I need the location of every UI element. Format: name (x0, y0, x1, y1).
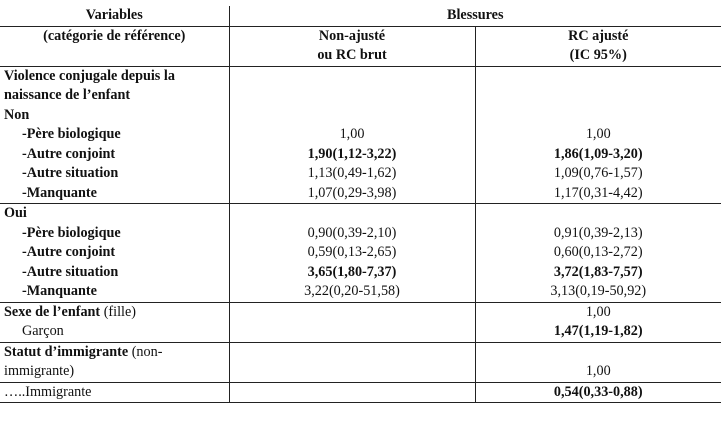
violence-title-row-2 (0, 86, 721, 106)
ajuste-value: 0,91(0,39-2,13) (475, 224, 721, 244)
row-label: -Manquante (0, 184, 229, 204)
table-row (0, 184, 721, 204)
non-label-row (0, 106, 721, 126)
violence-title-1: Violence conjugale depuis la (4, 67, 175, 84)
ajuste-value: 1,17(0,31-4,42) (475, 184, 721, 204)
table-row (0, 224, 721, 244)
adj-label-2: (IC 95%) (569, 47, 627, 63)
brut-value: 3,65(1,80-7,37) (229, 263, 475, 283)
blessures-header (229, 6, 721, 26)
nonadj-label-2: ou RC brut (317, 47, 387, 63)
nonadj-header (229, 26, 475, 46)
row-label: -Père biologique (22, 224, 121, 241)
table-row (0, 282, 721, 302)
sexe-label-ref: (fille) (100, 303, 136, 320)
sexe-label (0, 302, 229, 322)
table-row (0, 243, 721, 263)
ajuste-value: 1,86(1,09-3,20) (475, 145, 721, 165)
row-label: -Autre situation (22, 263, 119, 280)
statut-label-ref-1: (non- (128, 343, 163, 360)
statut-row-2 (0, 362, 721, 382)
oui-label: Oui (4, 205, 27, 221)
ajuste-value: 1,09(0,76-1,57) (475, 164, 721, 184)
immigrante-value: 0,54(0,33-0,88) (475, 382, 721, 403)
brut-value: 1,00 (229, 125, 475, 145)
ajuste-value: 3,13(0,19-50,92) (475, 282, 721, 302)
reference-label: (catégorie de référence) (43, 27, 186, 44)
table-row (0, 263, 721, 283)
brut-value: 1,07(0,29-3,98) (229, 184, 475, 204)
nonadj-label-1: Non-ajusté (318, 27, 386, 44)
garcon-label: Garçon (0, 322, 229, 342)
ajuste-value: 0,60(0,13-2,72) (475, 243, 721, 263)
garcon-value: 1,47(1,19-1,82) (475, 322, 721, 342)
table-row (0, 145, 721, 165)
blessures-label: Blessures (447, 7, 504, 23)
header-row-2 (0, 26, 721, 46)
brut-value: 0,59(0,13-2,65) (229, 243, 475, 263)
sexe-label-bold: Sexe de l’enfant (4, 303, 101, 320)
statut-label-ref-2: immigrante) (0, 362, 229, 382)
immigrante-label: …..Immigrante (0, 382, 229, 403)
reference-header (0, 26, 229, 46)
sexe-row (0, 302, 721, 322)
ajuste-value: 3,72(1,83-7,57) (475, 263, 721, 283)
immigrante-row (0, 382, 721, 403)
ajuste-value: 1,00 (475, 125, 721, 145)
violence-title-row (0, 66, 721, 86)
adj-header (475, 26, 721, 46)
results-table (0, 6, 721, 403)
row-label: -Autre situation (22, 165, 119, 181)
header-row-3 (0, 46, 721, 66)
brut-value: 0,90(0,39-2,10) (229, 224, 475, 244)
brut-value: 3,22(0,20-51,58) (229, 282, 475, 302)
table-row (0, 164, 721, 184)
violence-title-2: naissance de l’enfant (4, 87, 131, 103)
row-label: -Autre conjoint (22, 145, 116, 162)
statut-label (0, 342, 229, 362)
row-label: -Père biologique (22, 126, 121, 142)
brut-value: 1,13(0,49-1,62) (229, 164, 475, 184)
oui-label-row (0, 204, 721, 224)
variables-header (0, 6, 229, 26)
garcon-row (0, 322, 721, 342)
statut-label-bold: Statut d’immigrante (4, 343, 129, 360)
adj-label-1: RC ajusté (568, 27, 629, 44)
row-label: -Manquante (0, 282, 229, 302)
non-label: Non (4, 106, 30, 123)
header-row-1 (0, 6, 721, 26)
statut-row (0, 342, 721, 362)
table-row (0, 125, 721, 145)
sexe-ref-value: 1,00 (475, 302, 721, 322)
row-label: -Autre conjoint (22, 244, 116, 260)
brut-value: 1,90(1,12-3,22) (229, 145, 475, 165)
variables-label: Variables (85, 7, 143, 23)
statut-ref-value: 1,00 (475, 362, 721, 382)
